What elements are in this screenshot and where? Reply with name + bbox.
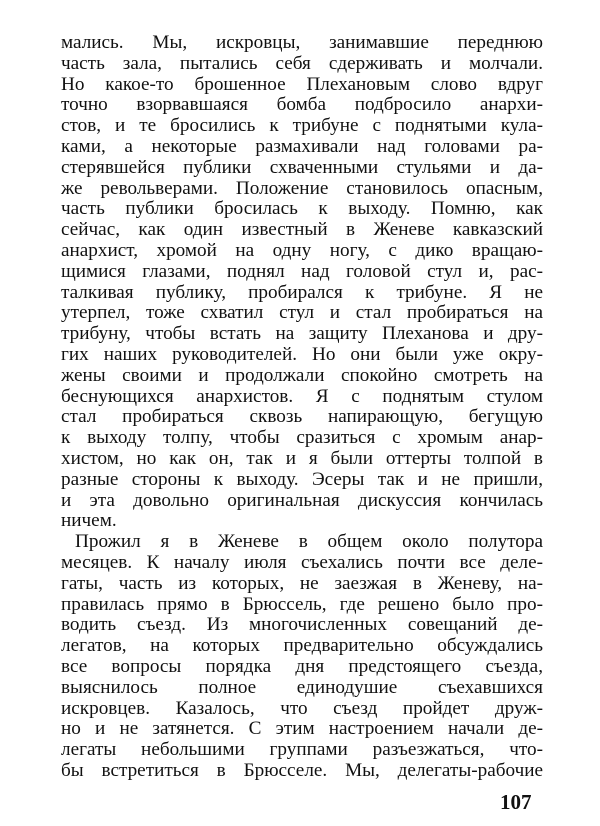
text-line: Но какое-то брошенное Плехановым слово вдруг (61, 73, 543, 95)
text-line: стал пробираться сквозь напирающую, бегущую (61, 406, 543, 428)
text-line: же револьверами. Положение становилось опасным, (61, 177, 543, 199)
text-line: ками, а некоторые размахивали над головами ра- (61, 135, 543, 157)
text-line: бы встретиться в Брюсселе. Мы, делегаты-рабочие (61, 759, 543, 781)
text-line: правилась прямо в Брюссель, где решено было про- (61, 593, 543, 615)
page-text (61, 33, 543, 782)
text-line: мались. Мы, искровцы, занимавшие переднюю (61, 32, 543, 53)
text-line: месяцев. К началу июля съехались почти все деле- (61, 551, 543, 573)
text-line: и эта довольно оригинальная дискуссия кончилась (61, 489, 543, 511)
text-line: щимися глазами, поднял над головой стул и, рас- (61, 260, 543, 282)
text-line: но и не затянется. С этим настроением начали де- (61, 718, 543, 740)
text-line: жены своими и продолжали спокойно смотреть на (61, 364, 543, 386)
text-line: Прожил я в Женеве в общем около полутора (75, 531, 543, 553)
text-line: анархист, хромой на одну ногу, с дико вращаю- (61, 239, 543, 261)
text-line: утерпел, тоже схватил стул и стал пробираться на (61, 302, 543, 324)
text-line: к выходу толпу, чтобы сразиться с хромым анар- (61, 427, 543, 449)
text-line: выяснилось полное единодушие съехавшихся (61, 676, 543, 698)
text-line: сейчас, как один известный в Женеве кавказский (61, 219, 543, 241)
text-line: часть публики бросилась к выходу. Помню, как (61, 198, 543, 220)
text-line: трибуну, чтобы встать на защиту Плеханова и дру- (61, 323, 543, 345)
text-line: все вопросы порядка дня предстоящего съезда, (61, 655, 543, 677)
text-line: часть зала, пытались себя сдерживать и молчали. (61, 52, 543, 74)
text-line: искровцев. Казалось, что съезд пройдет друж- (61, 697, 543, 719)
text-line: беснующихся анархистов. Я с поднятым стулом (61, 385, 543, 407)
text-line: гаты, часть из которых, не заезжая в Женеву, на- (61, 572, 543, 594)
text-line: хистом, но как он, так и я были оттерты толпой в (61, 447, 543, 469)
text-line: легатов, на которых предварительно обсуждались (61, 635, 543, 657)
text-line: стерявшейся публики схваченными стульями и да- (61, 156, 543, 178)
text-line: талкивая публику, пробирался к трибуне. Я не (61, 281, 543, 303)
text-line: ничем. (61, 510, 117, 532)
text-line: легаты небольшими группами разъезжаться, что- (61, 739, 543, 761)
text-line: водить съезд. Из многочисленных совещаний де- (61, 614, 543, 636)
text-line: стов, и те бросились к трибуне с поднятыми кула- (61, 115, 543, 137)
page-number: 107 (500, 790, 532, 814)
text-line: разные стороны к выходу. Эсеры так и не пришли, (61, 468, 543, 490)
text-line: гих наших руководителей. Но они были уже окру- (61, 343, 543, 365)
text-line: точно взорвавшаяся бомба подбросило анархи- (61, 94, 543, 116)
